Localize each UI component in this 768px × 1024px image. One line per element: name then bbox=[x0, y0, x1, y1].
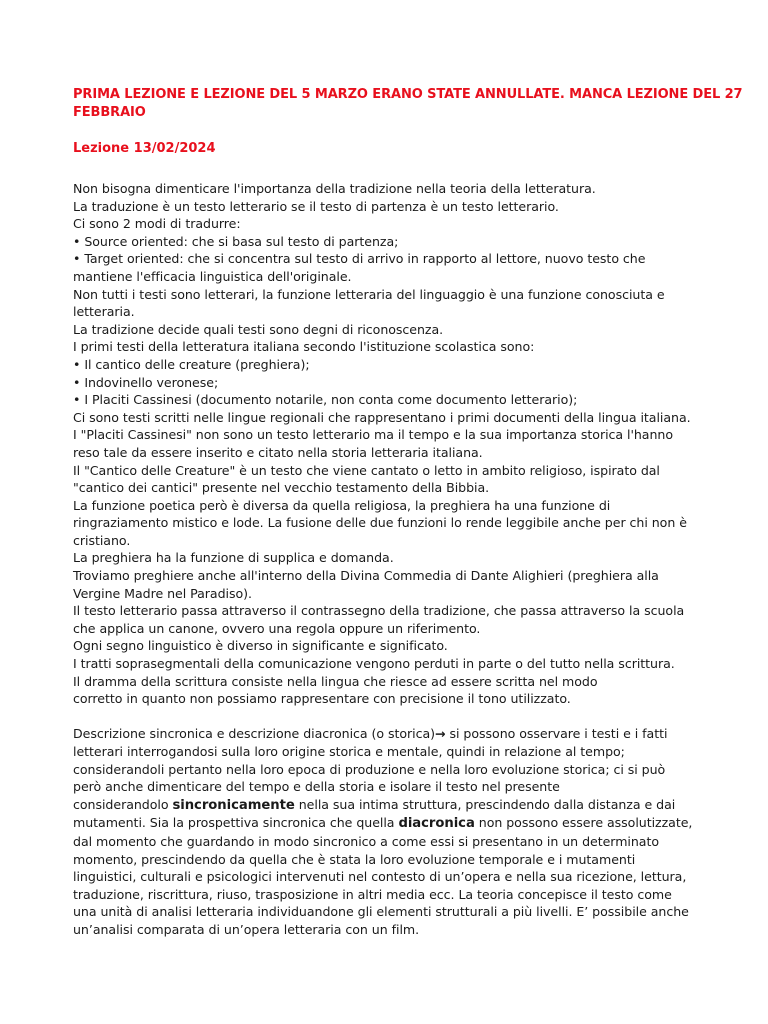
body-line: I primi testi della letteratura italiana secondo l'istituzione scolastica sono: bbox=[73, 339, 535, 355]
section-line: un’analisi comparata di un’opera letteraria con un film. bbox=[73, 921, 420, 937]
body-line: Vergine Madre nel Paradiso). bbox=[73, 585, 252, 601]
paragraph-gap bbox=[73, 708, 712, 726]
section-line: dal momento che guardando in modo sincronico a come essi si presentano in un determinato bbox=[73, 833, 660, 849]
body-line: • Il cantico delle creature (preghiera); bbox=[73, 356, 310, 372]
body-line: I tratti soprasegmentali della comunicazione vengono perduti in parte o del tutto nella scrittura. bbox=[73, 656, 675, 672]
right-arrow-icon: → bbox=[435, 726, 446, 742]
section-line: mutamenti. Sia la prospettiva sincronica che quella diacronica non possono essere assolutizzate, bbox=[73, 815, 693, 832]
bold-term-diacronica: diacronica bbox=[398, 816, 475, 832]
body-line: • Source oriented: che si basa sul testo di partenza; bbox=[73, 233, 399, 249]
body-line: ringraziamento mistico e lode. La fusione delle due funzioni lo rende leggibile anche per chi non è bbox=[73, 515, 687, 531]
body-line: Non tutti i testi sono letterari, la funzione letteraria del linguaggio è una funzione conosciuta e bbox=[73, 286, 665, 302]
body-line: La preghiera ha la funzione di supplica e domanda. bbox=[73, 550, 394, 566]
body-line: Ci sono 2 modi di tradurre: bbox=[73, 216, 241, 232]
section-line: una unità di analisi letteraria individuandone gli elementi strutturali a più livelli. E’ possibile anche bbox=[73, 904, 689, 920]
lesson-body bbox=[73, 180, 712, 708]
section-line: però anche dimenticare del tempo e della storia e isolare il testo nel presente bbox=[73, 779, 560, 795]
body-line: La tradizione decide quali testi sono degni di riconoscenza. bbox=[73, 321, 444, 337]
body-line: letteraria. bbox=[73, 304, 135, 320]
body-line: Troviamo preghiere anche all'interno della Divina Commedia di Dante Alighieri (preghiera alla bbox=[73, 568, 659, 584]
body-line: corretto in quanto non possiamo rappresentare con precisione il tono utilizzato. bbox=[73, 691, 571, 707]
section-line: traduzione, riscrittura, riuso, trasposizione in altri media ecc. La teoria concepisce il testo come bbox=[73, 886, 672, 902]
body-line: Il testo letterario passa attraverso il contrassegno della tradizione, che passa attraverso la scuola bbox=[73, 603, 685, 619]
section-line: momento, prescindendo da quella che è stata la loro evoluzione temporale e i mutamenti bbox=[73, 851, 636, 867]
body-line: Il "Cantico delle Creature" è un testo che viene cantato o letto in ambito religioso, ispirato dal bbox=[73, 462, 660, 478]
lesson-title: Lezione 13/02/2024 bbox=[73, 141, 216, 156]
body-line: La traduzione è un testo letterario se il testo di partenza è un testo letterario. bbox=[73, 198, 559, 214]
body-line: • Indovinello veronese; bbox=[73, 374, 219, 390]
body-line: • Target oriented: che si concentra sul testo di arrivo in rapporto al lettore, nuovo testo che bbox=[73, 251, 646, 267]
section-line: considerandolo sincronicamente nella sua intima struttura, prescindendo dalla distanza e dai bbox=[73, 796, 676, 813]
section-line: considerandoli pertanto nella loro epoca di produzione e nella loro evoluzione storica; ci si può bbox=[73, 761, 666, 777]
body-line: che applica un canone, ovvero una regola oppure un riferimento. bbox=[73, 620, 481, 636]
body-line: mantiene l'efficacia linguistica dell'originale. bbox=[73, 268, 352, 284]
notice-line: PRIMA LEZIONE E LEZIONE DEL 5 MARZO ERANO STATE ANNULLATE. MANCA LEZIONE DEL 27 bbox=[73, 87, 743, 102]
body-line: La funzione poetica però è diversa da quella religiosa, la preghiera ha una funzione di bbox=[73, 497, 611, 513]
cancellation-notice bbox=[73, 86, 743, 122]
section-line: Descrizione sincronica e descrizione diacronica (o storica)→ si possono osservare i testi e i fatti bbox=[73, 726, 668, 742]
body-line: Ci sono testi scritti nelle lingue regionali che rappresentano i primi documenti della lingua italiana. bbox=[73, 409, 691, 425]
body-line: Ogni segno linguistico è diverso in significante e significato. bbox=[73, 638, 448, 654]
body-line: Non bisogna dimenticare l'importanza della tradizione nella teoria della letteratura. bbox=[73, 181, 596, 196]
body-line: "cantico dei cantici" presente nel vecchio testamento della Bibbia. bbox=[73, 480, 490, 496]
bold-term-sincronicamente: sincronicamente bbox=[172, 797, 295, 813]
body-line: • I Placiti Cassinesi (documento notarile, non conta come documento letterario); bbox=[73, 392, 578, 408]
body-line: I "Placiti Cassinesi" non sono un testo letterario ma il tempo e la sua importanza storica l'hanno bbox=[73, 427, 673, 443]
body-line: Il dramma della scrittura consiste nella lingua che riesce ad essere scritta nel modo bbox=[73, 673, 598, 689]
section-line: letterari interrogandosi sulla loro origine storica e mentale, quindi in relazione al tempo; bbox=[73, 744, 625, 759]
synchronic-diachronic-section bbox=[73, 725, 712, 938]
section-line: linguistici, culturali e psicologici intervenuti nel contesto di un’opera e nella sua ricezione, lettura, bbox=[73, 869, 687, 885]
body-line: reso tale da essere inserito e citato nella storia letteraria italiana. bbox=[73, 444, 483, 460]
body-line: cristiano. bbox=[73, 532, 131, 548]
notice-line: FEBBRAIO bbox=[73, 105, 146, 120]
